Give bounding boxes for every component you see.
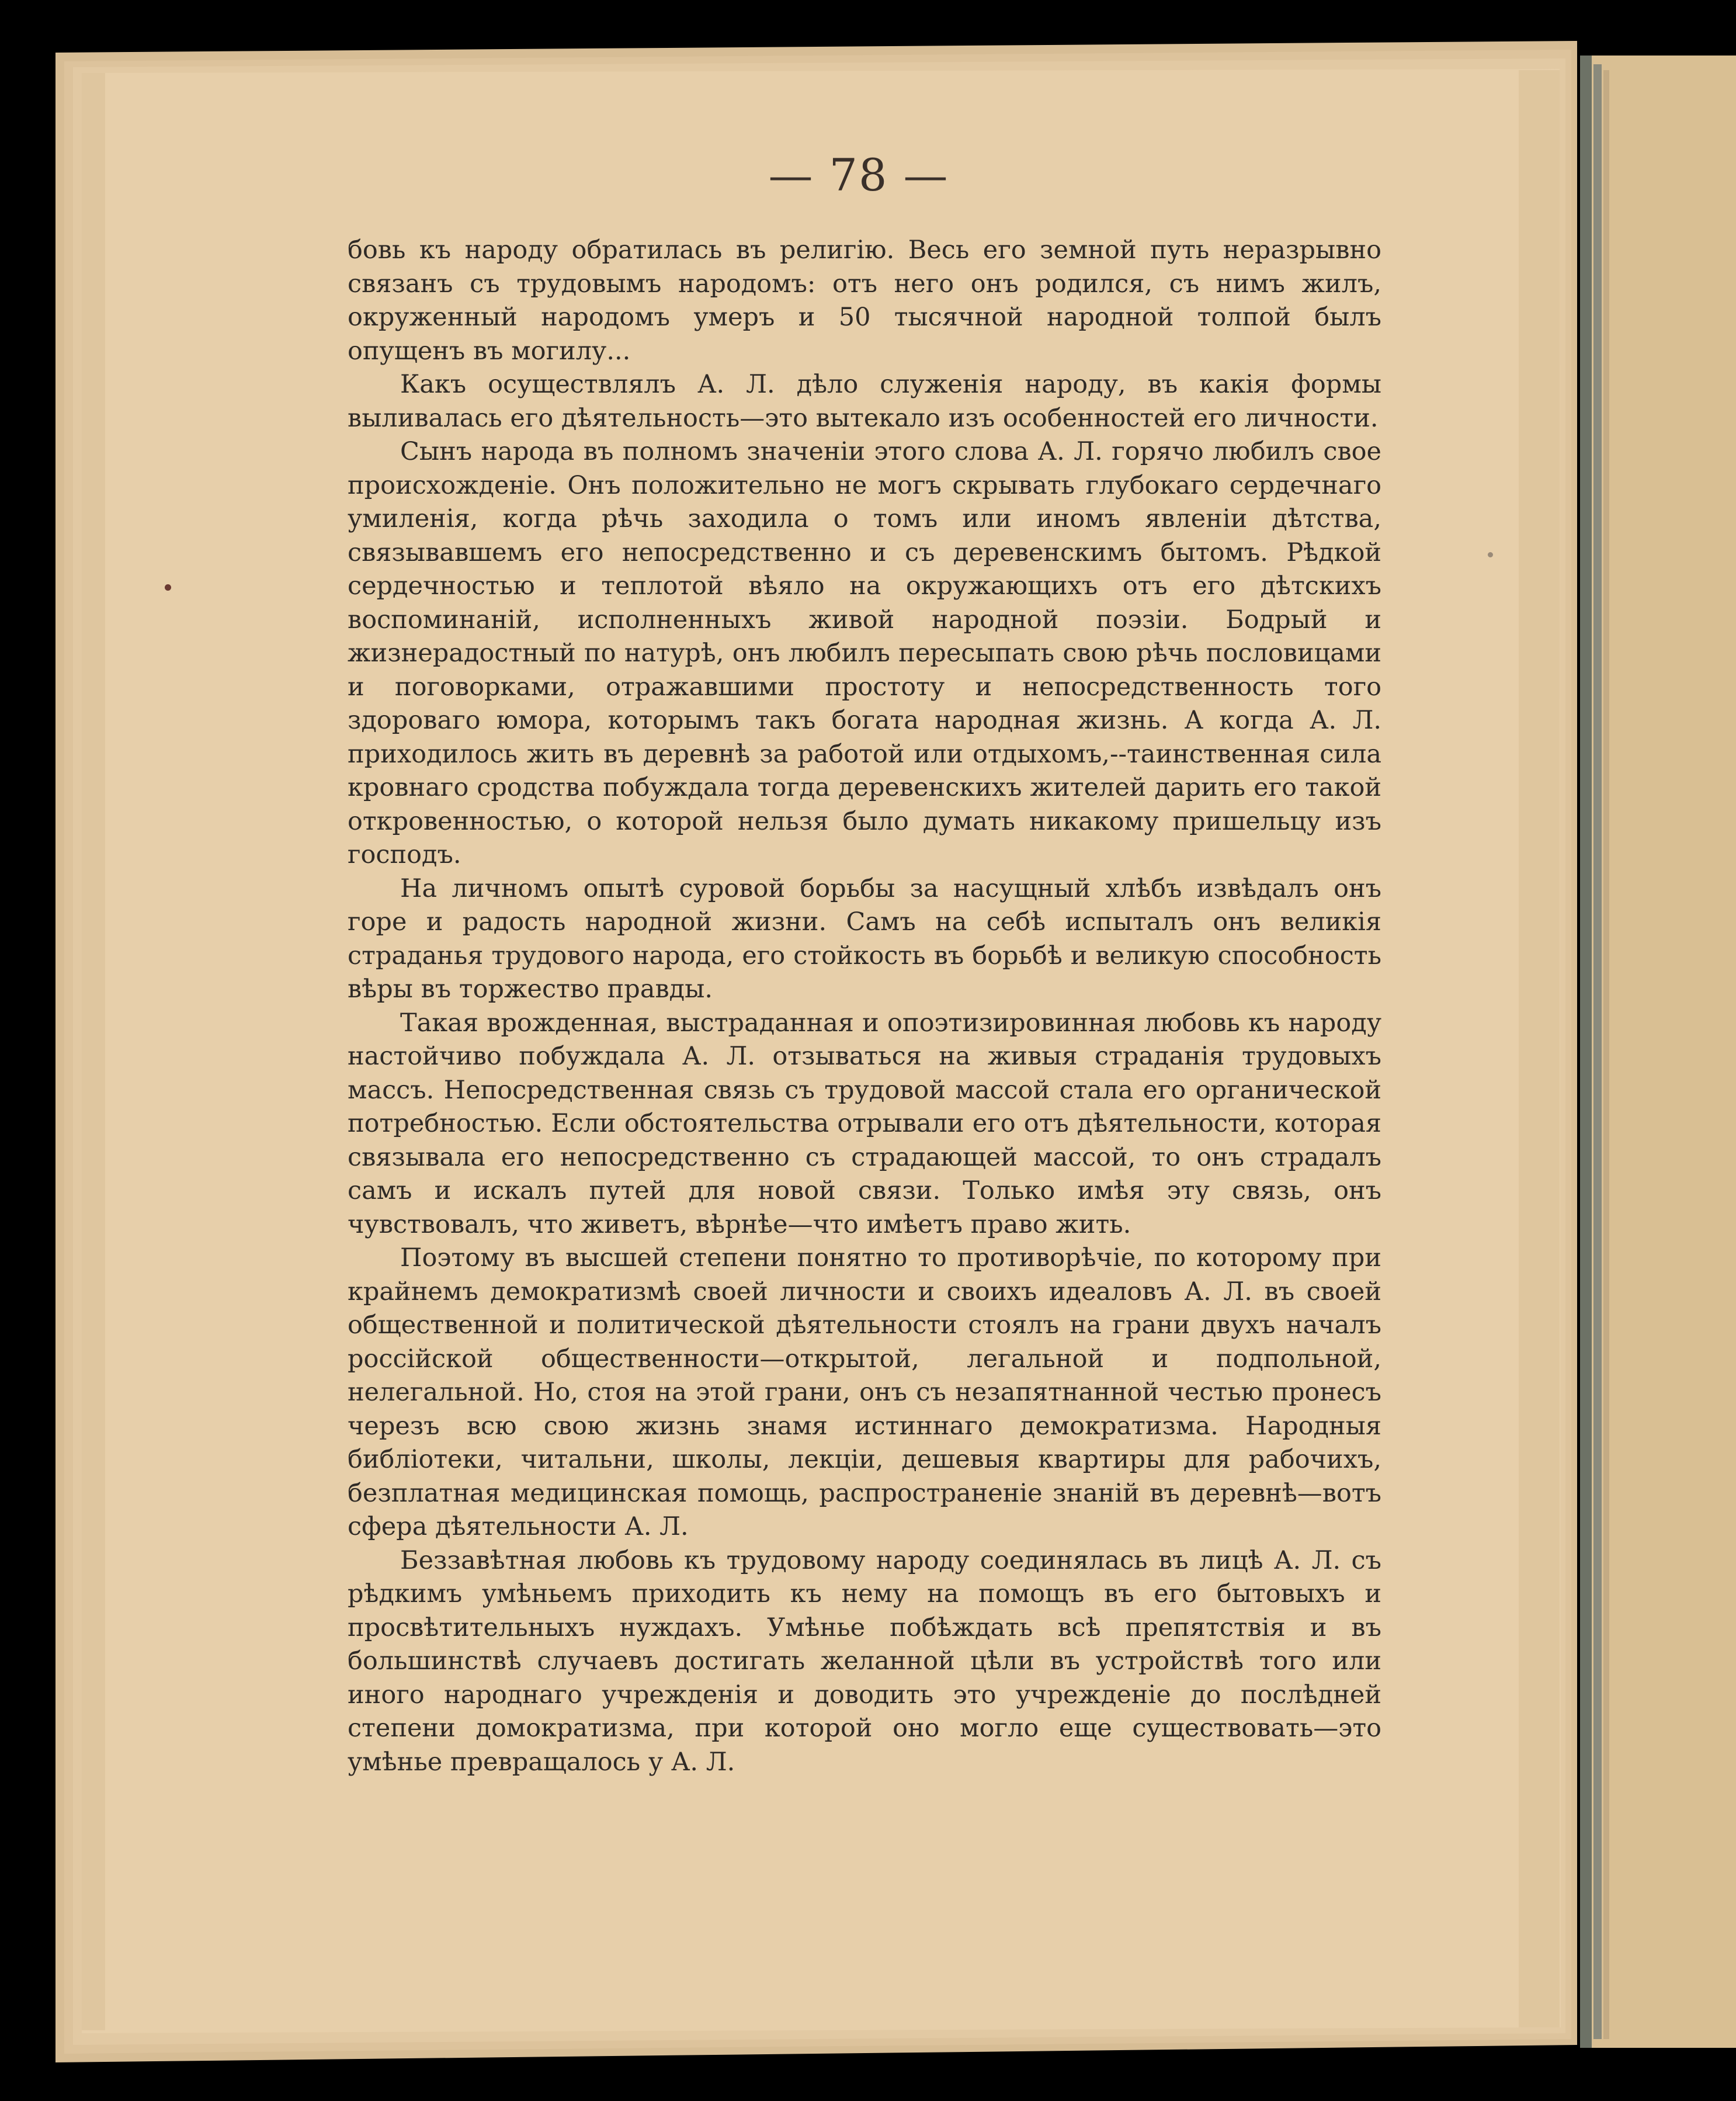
page-text xyxy=(348,234,1381,1779)
paragraph: бовь къ народу обратилась въ религію. Весь его земной путь неразрывно связанъ съ трудовымъ народомъ: отъ него онъ родился, съ нимъ жилъ, окруженный народомъ умеръ и 50 тысячной народной толпой былъ опущенъ въ могилу... xyxy=(348,235,1381,366)
paragraph: Сынъ народа въ полномъ значеніи этого слова А. Л. горячо любилъ свое происхожденіе. Онъ положительно не могъ скрывать глубокаго сердечнаго умиленія, когда рѣчь заходила о томъ или иномъ явленіи дѣтства, связывавшемъ его непосредственно и съ деревенскимъ бытомъ. Рѣдкой сердечностью и теплотой вѣяло на окружающихъ отъ его дѣтскихъ воспоминаній, исполненныхъ живой народной поэзіи. Бодрый и жизнерадостный по натурѣ, онъ любилъ пересыпать свою рѣчь пословицами и поговорками, отражавшими простоту и непосредственность того здороваго юмора, которымъ такъ богата народная жизнь. А когда А. Л. приходилось жить въ деревнѣ за работой или отдыхомъ,--таинственная сила кровнаго сродства побуждала тогда деревенскихъ жителей дарить его такой откровенностью, о которой нельзя было думать никакому пришельцу изъ господъ. xyxy=(348,437,1381,869)
paragraph: Какъ осуществлялъ А. Л. дѣло служенія народу, въ какія формы выливалась его дѣятельность—это вытекало изъ особенностей его личности. xyxy=(348,370,1381,433)
page-number: — 78 — xyxy=(768,149,949,201)
ink-spot xyxy=(1488,552,1493,557)
paragraph: Беззавѣтная любовь къ трудовому народу соединялась въ лицѣ А. Л. съ рѣдкимъ умѣньемъ приходить къ нему на помощъ въ его бытовыхъ и просвѣтительныхъ нуждахъ. Умѣнье побѣждать всѣ препятствія и въ большинствѣ случаевъ достигать желанной цѣли въ устройствѣ того или иного народнаго учрежденія и доводить это учрежденіе до послѣдней степени домократизма, при которой оно могло еще существовать—это умѣнье превращалось у А. Л. xyxy=(348,1545,1381,1777)
paragraph: Такая врожденная, выстраданная и опоэтизировинная любовь къ народу настойчиво побуждала А. Л. отзываться на живыя страданія трудовыхъ массъ. Непосредственная связь съ трудовой массой стала его органической потребностью. Если обстоятельства отрывали его отъ дѣятельности, которая связывала его непосредственно съ страдающей массой, то онъ страдалъ самъ и искалъ путей для новой связи. Только имѣя эту связь, онъ чувствовалъ, что живетъ, вѣрнѣе—что имѣетъ право жить. xyxy=(348,1008,1381,1239)
paragraph: На личномъ опытѣ суровой борьбы за насущный хлѣбъ извѣдалъ онъ горе и радость народной жизни. Самъ на себѣ испыталъ онъ великія страданья трудового народа, его стойкость въ борьбѣ и великую способность вѣры въ торжество правды. xyxy=(348,873,1381,1004)
paragraph: Поэтому въ высшей степени понятно то противорѣчіе, по которому при крайнемъ демократизмѣ своей личности и своихъ идеаловъ А. Л. въ своей общественной и политической дѣятельности стоялъ на грани двухъ началъ россійской общественности—открытой, легальной и подпольной, нелегальной. Но, стоя на этой грани, онъ съ незапятнанной честью пронесъ черезъ всю свою жизнь знамя истиннаго демократизма. Народныя библіотеки, читальни, школы, лекціи, дешевыя квартиры для рабочихъ, безплатная медицинская помощь, распространеніе знаній въ деревнѣ—вотъ сфера дѣятельности А. Л. xyxy=(348,1243,1381,1541)
ink-spot xyxy=(165,584,171,591)
